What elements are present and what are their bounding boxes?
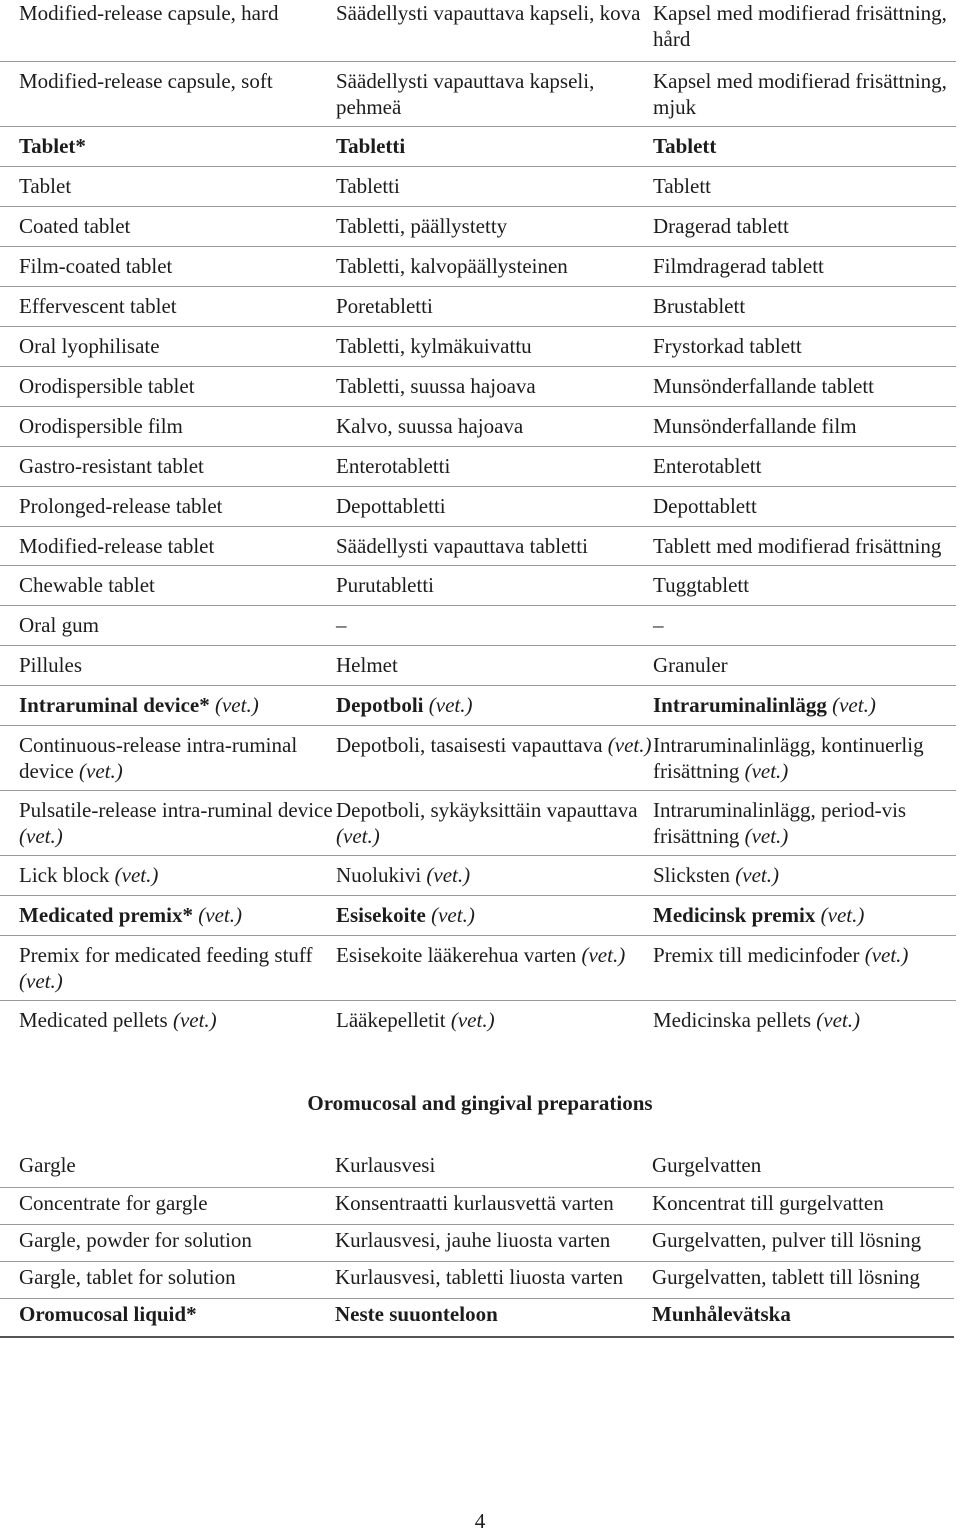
term-text: Film-coated tablet bbox=[19, 254, 173, 278]
table-row bbox=[0, 62, 956, 127]
term-text: Prolonged-release tablet bbox=[19, 494, 223, 518]
term-text: Gurgelvatten, pulver till lösning bbox=[652, 1228, 922, 1252]
cell-swedish bbox=[653, 527, 956, 566]
table-row bbox=[0, 207, 956, 247]
vet-note: (vet.) bbox=[826, 693, 876, 717]
term-text: Pulsatile-release intra-ruminal device bbox=[19, 798, 333, 822]
vet-note: (vet.) bbox=[421, 863, 471, 887]
cell-english bbox=[0, 1262, 335, 1299]
cell-english bbox=[0, 791, 336, 856]
cell-swedish bbox=[652, 1188, 954, 1225]
vet-note: (vet.) bbox=[445, 1008, 495, 1032]
cell-swedish bbox=[653, 167, 956, 207]
cell-finnish bbox=[336, 527, 653, 566]
cell-finnish bbox=[336, 726, 653, 791]
term-text: Esisekoite lääkerehua varten bbox=[336, 943, 577, 967]
cell-finnish bbox=[336, 62, 653, 127]
term-text: Säädellysti vapauttava kapseli, pehmeä bbox=[336, 69, 595, 119]
cell-swedish bbox=[653, 686, 956, 726]
cell-finnish bbox=[335, 1150, 652, 1188]
cell-english bbox=[0, 127, 336, 167]
table-row bbox=[0, 247, 956, 287]
term-text: Depottabletti bbox=[336, 494, 446, 518]
cell-swedish bbox=[653, 127, 956, 167]
term-text: Depotboli bbox=[336, 693, 424, 717]
cell-swedish bbox=[653, 207, 956, 247]
cell-english bbox=[0, 646, 336, 686]
cell-english bbox=[0, 167, 336, 207]
table-row bbox=[0, 167, 956, 207]
term-text: Continuous-release intra-ruminal device bbox=[19, 733, 298, 783]
term-text: Tabletti bbox=[336, 174, 400, 198]
cell-english bbox=[0, 726, 336, 791]
term-text: Purutabletti bbox=[336, 573, 434, 597]
term-text: Neste suuonteloon bbox=[335, 1302, 498, 1326]
term-text: Intraruminalinlägg, period-vis frisättning bbox=[653, 798, 907, 848]
term-text: Intraruminalinlägg bbox=[653, 693, 827, 717]
oromucosal-table bbox=[0, 1150, 954, 1338]
cell-swedish bbox=[653, 287, 956, 327]
cell-finnish bbox=[336, 127, 653, 167]
term-text: – bbox=[336, 613, 347, 637]
term-text: Munsönderfallande film bbox=[653, 414, 857, 438]
term-text: Tabletti, päällystetty bbox=[336, 214, 508, 238]
table-row bbox=[0, 407, 956, 447]
cell-swedish bbox=[652, 1150, 954, 1188]
term-text: Coated tablet bbox=[19, 214, 131, 238]
term-text: Kurlausvesi, jauhe liuosta varten bbox=[335, 1228, 611, 1252]
term-text: Konsentraatti kurlausvettä varten bbox=[335, 1191, 614, 1215]
term-text: Esisekoite bbox=[336, 903, 426, 927]
term-text: Kapsel med modifierad frisättning, mjuk bbox=[653, 69, 947, 119]
term-text: Intraruminalinlägg, kontinuerlig frisättning bbox=[653, 733, 924, 783]
cell-finnish bbox=[336, 287, 653, 327]
cell-finnish bbox=[336, 407, 653, 447]
page-number: 4 bbox=[474, 1509, 486, 1533]
cell-english bbox=[0, 207, 336, 247]
term-text: Orodispersible tablet bbox=[19, 374, 195, 398]
table-row bbox=[0, 856, 956, 896]
cell-finnish bbox=[336, 686, 653, 726]
term-text: Premix for medicated feeding stuff bbox=[19, 943, 313, 967]
term-text: Säädellysti vapauttava kapseli, kova bbox=[336, 1, 641, 25]
vet-note: (vet.) bbox=[336, 824, 380, 848]
term-text: Slicksten bbox=[653, 863, 730, 887]
cell-finnish bbox=[336, 447, 653, 487]
table-row bbox=[0, 896, 956, 936]
term-text: Tablett med modifierad frisättning bbox=[653, 534, 942, 558]
cell-finnish bbox=[335, 1225, 652, 1262]
term-text: Kalvo, suussa hajoava bbox=[336, 414, 524, 438]
cell-swedish bbox=[653, 327, 956, 367]
cell-english bbox=[0, 367, 336, 407]
table-row bbox=[0, 1225, 954, 1262]
term-text: Gargle, tablet for solution bbox=[19, 1265, 236, 1289]
term-text: Enterotabletti bbox=[336, 454, 451, 478]
term-text: Gastro-resistant tablet bbox=[19, 454, 204, 478]
table-row bbox=[0, 726, 956, 791]
cell-finnish bbox=[335, 1188, 652, 1225]
vet-note: (vet.) bbox=[109, 863, 159, 887]
cell-swedish bbox=[653, 447, 956, 487]
cell-english bbox=[0, 527, 336, 566]
cell-finnish bbox=[336, 856, 653, 896]
table-row bbox=[0, 527, 956, 566]
cell-english bbox=[0, 1299, 335, 1338]
vet-note: (vet.) bbox=[73, 759, 123, 783]
term-text: Medicinska pellets bbox=[653, 1008, 812, 1032]
vet-note: (vet.) bbox=[730, 863, 779, 887]
cell-english bbox=[0, 407, 336, 447]
cell-finnish bbox=[336, 167, 653, 207]
cell-english bbox=[0, 936, 336, 1001]
vet-note: (vet.) bbox=[815, 903, 865, 927]
vet-note: (vet.) bbox=[859, 943, 909, 967]
term-text: Modified-release capsule, hard bbox=[19, 1, 279, 25]
term-text: Concentrate for gargle bbox=[19, 1191, 208, 1215]
table-row bbox=[0, 646, 956, 686]
term-text: Modified-release capsule, soft bbox=[19, 69, 273, 93]
cell-finnish bbox=[336, 0, 653, 62]
term-text: Premix till medicinfoder bbox=[653, 943, 860, 967]
vet-note: (vet.) bbox=[193, 903, 242, 927]
cell-swedish bbox=[653, 936, 956, 1001]
vet-note: (vet.) bbox=[576, 943, 626, 967]
cell-finnish bbox=[336, 247, 653, 287]
vet-note: (vet.) bbox=[739, 759, 789, 783]
term-text: Nuolukivi bbox=[336, 863, 422, 887]
term-text: Oral gum bbox=[19, 613, 99, 637]
term-text: Tabletti, kalvopäällysteinen bbox=[336, 254, 568, 278]
term-text: Granuler bbox=[653, 653, 728, 677]
term-text: Depotboli, tasaisesti vapauttava bbox=[336, 733, 603, 757]
term-text: Depotboli, sykäyksittäin vapauttava bbox=[336, 798, 638, 822]
cell-english bbox=[0, 0, 336, 62]
term-text: Tuggtablett bbox=[653, 573, 750, 597]
term-text: Medicated pellets bbox=[19, 1008, 168, 1032]
cell-english bbox=[0, 247, 336, 287]
table-row bbox=[0, 1188, 954, 1225]
cell-swedish bbox=[653, 0, 956, 62]
term-text: Kapsel med modifierad frisättning, hård bbox=[653, 1, 947, 51]
cell-swedish bbox=[653, 62, 956, 127]
term-text: Helmet bbox=[336, 653, 398, 677]
term-text: Chewable tablet bbox=[19, 573, 155, 597]
table-row bbox=[0, 1262, 954, 1299]
table-row bbox=[0, 686, 956, 726]
term-text: Koncentrat till gurgelvatten bbox=[652, 1191, 884, 1215]
table-row bbox=[0, 1299, 954, 1338]
term-text: Kurlausvesi, tabletti liuosta varten bbox=[335, 1265, 624, 1289]
term-text: – bbox=[653, 613, 664, 637]
cell-finnish bbox=[335, 1262, 652, 1299]
cell-swedish bbox=[653, 646, 956, 686]
cell-swedish bbox=[652, 1262, 954, 1299]
table-row bbox=[0, 936, 956, 1001]
term-text: Säädellysti vapauttava tabletti bbox=[336, 534, 588, 558]
cell-finnish bbox=[336, 566, 653, 606]
table-row bbox=[0, 327, 956, 367]
table-row bbox=[0, 566, 956, 606]
cell-finnish bbox=[336, 367, 653, 407]
cell-finnish bbox=[336, 791, 653, 856]
table-row bbox=[0, 1001, 956, 1041]
cell-english bbox=[0, 566, 336, 606]
cell-swedish bbox=[653, 367, 956, 407]
vet-note: (vet.) bbox=[425, 903, 475, 927]
cell-finnish bbox=[336, 936, 653, 1001]
cell-english bbox=[0, 606, 336, 646]
term-text: Munsönderfallande tablett bbox=[653, 374, 875, 398]
term-text: Medicinsk premix bbox=[653, 903, 816, 927]
cell-swedish bbox=[653, 726, 956, 791]
cell-finnish bbox=[336, 606, 653, 646]
table-row bbox=[0, 367, 956, 407]
cell-swedish bbox=[653, 566, 956, 606]
cell-english bbox=[0, 1225, 335, 1262]
term-text: Tablet* bbox=[19, 134, 86, 158]
term-text: Tablet bbox=[19, 174, 72, 198]
term-text: Lick block bbox=[19, 863, 110, 887]
term-text: Munhålevätska bbox=[652, 1302, 791, 1326]
term-text: Tablett bbox=[653, 174, 712, 198]
term-text: Kurlausvesi bbox=[335, 1153, 436, 1177]
cell-swedish bbox=[653, 407, 956, 447]
term-text: Intraruminal device* bbox=[19, 693, 210, 717]
term-text: Lääkepelletit bbox=[336, 1008, 446, 1032]
vet-note: (vet.) bbox=[167, 1008, 217, 1032]
cell-english bbox=[0, 1188, 335, 1225]
cell-swedish bbox=[653, 1001, 956, 1041]
vet-note: (vet.) bbox=[602, 733, 652, 757]
term-text: Gargle bbox=[19, 1153, 76, 1177]
cell-english bbox=[0, 1150, 335, 1188]
cell-english bbox=[0, 447, 336, 487]
vet-note: (vet.) bbox=[423, 693, 473, 717]
cell-swedish bbox=[653, 487, 956, 527]
cell-english bbox=[0, 856, 336, 896]
term-text: Gurgelvatten bbox=[652, 1153, 762, 1177]
term-text: Medicated premix* bbox=[19, 903, 193, 927]
term-text: Dragerad tablett bbox=[653, 214, 789, 238]
cell-english bbox=[0, 327, 336, 367]
table-row bbox=[0, 127, 956, 167]
term-text: Gurgelvatten, tablett till lösning bbox=[652, 1265, 920, 1289]
term-text: Tabletti bbox=[336, 134, 406, 158]
cell-swedish bbox=[653, 606, 956, 646]
term-text: Tablett bbox=[653, 134, 717, 158]
table-row bbox=[0, 487, 956, 527]
cell-finnish bbox=[336, 207, 653, 247]
vet-note: (vet.) bbox=[19, 969, 63, 993]
term-text: Poretabletti bbox=[336, 294, 433, 318]
cell-english bbox=[0, 487, 336, 527]
vet-note: (vet.) bbox=[19, 824, 63, 848]
cell-english bbox=[0, 686, 336, 726]
cell-finnish bbox=[336, 1001, 653, 1041]
table-row bbox=[0, 447, 956, 487]
vet-note: (vet.) bbox=[209, 693, 259, 717]
cell-finnish bbox=[335, 1299, 652, 1338]
term-text: Filmdragerad tablett bbox=[653, 254, 824, 278]
term-text: Pillules bbox=[19, 653, 83, 677]
cell-swedish bbox=[652, 1299, 954, 1338]
term-text: Modified-release tablet bbox=[19, 534, 215, 558]
cell-finnish bbox=[336, 646, 653, 686]
cell-english bbox=[0, 1001, 336, 1041]
term-text: Frystorkad tablett bbox=[653, 334, 802, 358]
table-row bbox=[0, 287, 956, 327]
table-row bbox=[0, 0, 956, 62]
cell-english bbox=[0, 896, 336, 936]
term-text: Oromucosal liquid* bbox=[19, 1302, 197, 1326]
vet-note: (vet.) bbox=[739, 824, 789, 848]
term-text: Depottablett bbox=[653, 494, 757, 518]
section-title: Oromucosal and gingival preparations bbox=[307, 1091, 653, 1115]
cell-finnish bbox=[336, 327, 653, 367]
term-text: Effervescent tablet bbox=[19, 294, 177, 318]
cell-swedish bbox=[652, 1225, 954, 1262]
term-text: Tabletti, suussa hajoava bbox=[336, 374, 536, 398]
cell-swedish bbox=[653, 791, 956, 856]
term-text: Tabletti, kylmäkuivattu bbox=[336, 334, 532, 358]
cell-swedish bbox=[653, 896, 956, 936]
table-row bbox=[0, 606, 956, 646]
cell-finnish bbox=[336, 896, 653, 936]
vet-note: (vet.) bbox=[811, 1008, 861, 1032]
table-row bbox=[0, 791, 956, 856]
term-text: Enterotablett bbox=[653, 454, 762, 478]
term-text: Brustablett bbox=[653, 294, 746, 318]
cell-english bbox=[0, 287, 336, 327]
table-row bbox=[0, 1150, 954, 1188]
cell-swedish bbox=[653, 856, 956, 896]
term-text: Oral lyophilisate bbox=[19, 334, 160, 358]
cell-finnish bbox=[336, 487, 653, 527]
term-text: Orodispersible film bbox=[19, 414, 183, 438]
term-text: Gargle, powder for solution bbox=[19, 1228, 252, 1252]
cell-english bbox=[0, 62, 336, 127]
cell-swedish bbox=[653, 247, 956, 287]
